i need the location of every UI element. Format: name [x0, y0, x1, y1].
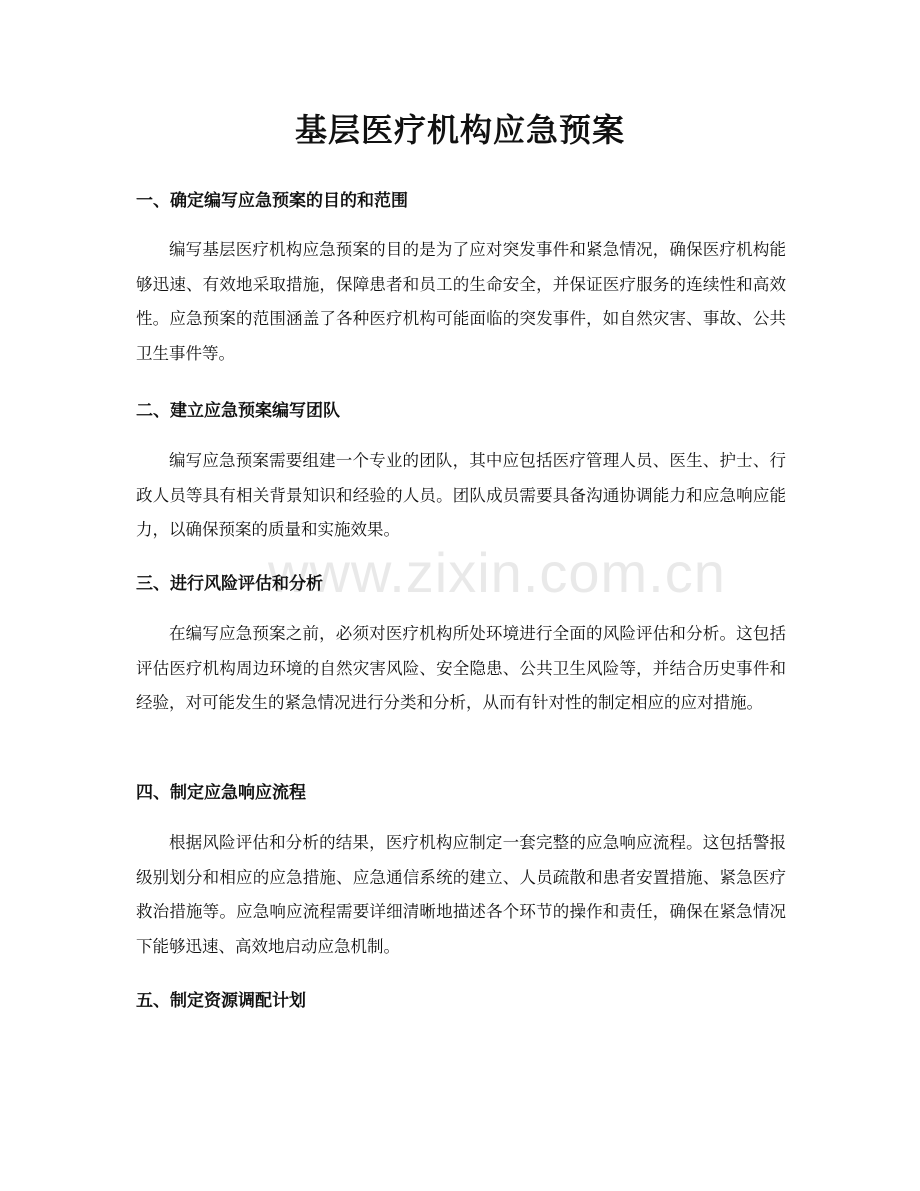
section-heading-1: 一、确定编写应急预案的目的和范围 — [136, 191, 408, 211]
section-heading-4: 四、制定应急响应流程 — [136, 783, 306, 803]
section-heading-2: 二、建立应急预案编写团队 — [136, 401, 340, 421]
page-title: 基层医疗机构应急预案 — [294, 111, 625, 149]
section-heading-3: 三、进行风险评估和分析 — [136, 574, 323, 594]
section-heading-5: 五、制定资源调配计划 — [136, 991, 306, 1011]
section-paragraph-4: 根据风险评估和分析的结果，医疗机构应制定一套完整的应急响应流程。这包括警报级别划分和相应的应急措施、应急通信系统的建立、人员疏散和患者安置措施、紧急医疗救治措施等。应急响应流程需要详细清晰地描述各个环节的操作和责任，确保在紧急情况下能够迅速、高效地启动应急机制。 — [136, 833, 786, 956]
watermark: www.zixin.com.cn — [268, 541, 726, 604]
section-paragraph-1: 编写基层医疗机构应急预案的目的是为了应对突发事件和紧急情况，确保医疗机构能够迅速、有效地采取措施，保障患者和员工的生命安全，并保证医疗服务的连续性和高效性。应急预案的范围涵盖了各种医疗机构可能面临的突发事件，如自然灾害、事故、公共卫生事件等。 — [136, 240, 786, 363]
section-paragraph-3: 在编写应急预案之前，必须对医疗机构所处环境进行全面的风险评估和分析。这包括评估医疗机构周边环境的自然灾害风险、安全隐患、公共卫生风险等，并结合历史事件和经验，对可能发生的紧急情况进行分类和分析，从而有针对性的制定相应的应对措施。 — [136, 624, 786, 712]
section-paragraph-2: 编写应急预案需要组建一个专业的团队，其中应包括医疗管理人员、医生、护士、行政人员等具有相关背景知识和经验的人员。团队成员需要具备沟通协调能力和应急响应能力，以确保预案的质量和实施效果。 — [136, 451, 786, 539]
